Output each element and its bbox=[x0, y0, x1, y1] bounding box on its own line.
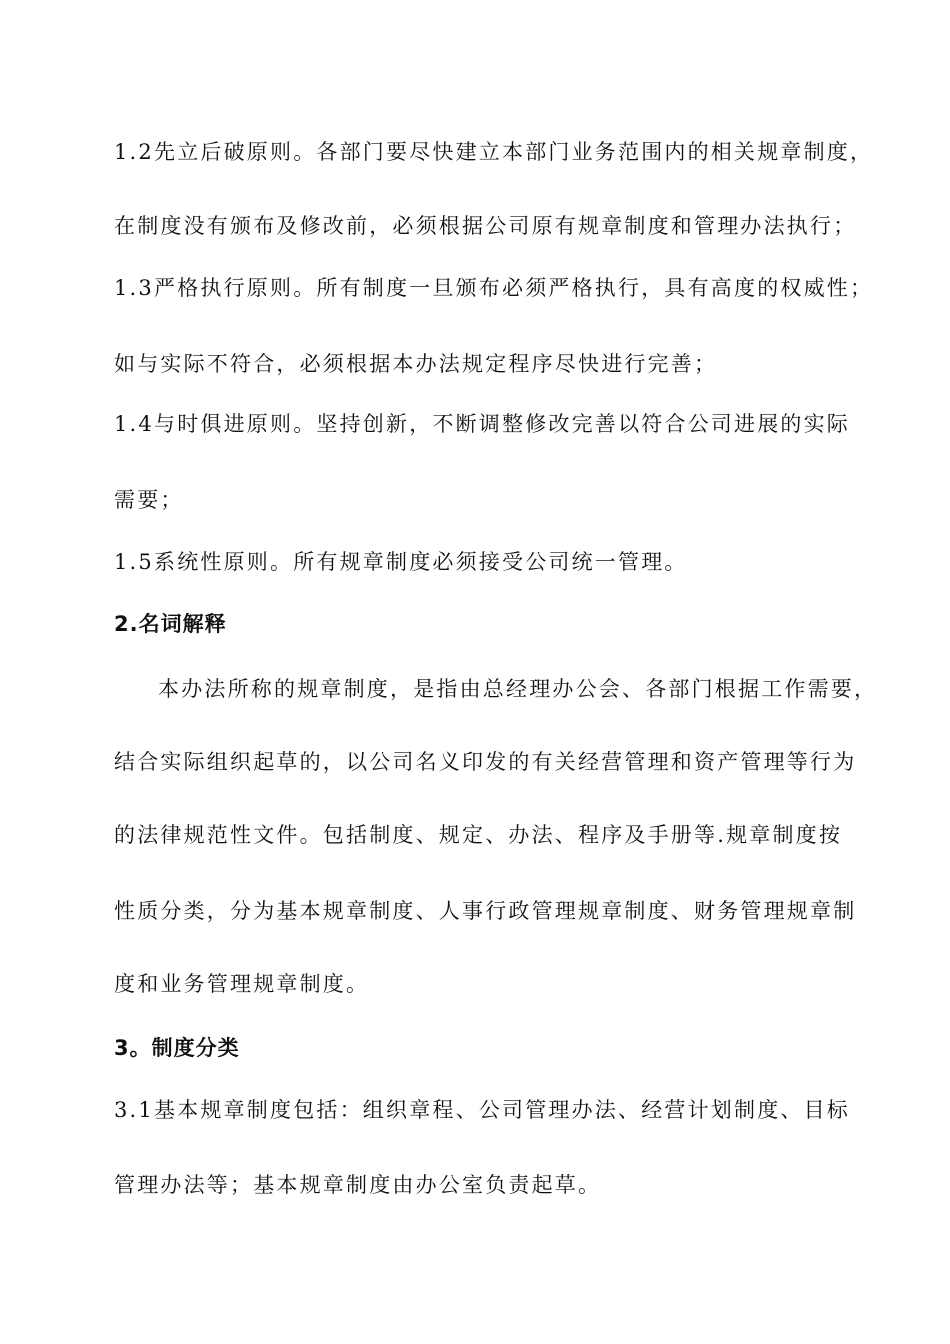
paragraph-line: 如与实际不符合，必须根据本办法规定程序尽快进行完善； bbox=[114, 352, 718, 376]
paragraph-line: 1.3严格执行原则。所有制度一旦颁布必须严格执行，具有高度的权威性； bbox=[114, 276, 874, 300]
paragraph-line: 1.5系统性原则。所有规章制度必须接受公司统一管理。 bbox=[114, 550, 688, 574]
paragraph-line: 管理办法等；基本规章制度由办公室负责起草。 bbox=[114, 1173, 602, 1197]
paragraph-line: 的法律规范性文件。包括制度、规定、办法、程序及手册等.规章制度按 bbox=[114, 823, 843, 847]
section-heading: 3。制度分类 bbox=[114, 1036, 240, 1060]
paragraph-line: 需要； bbox=[114, 488, 184, 512]
paragraph-line: 度和业务管理规章制度。 bbox=[114, 972, 370, 996]
section-heading: 2.名词解释 bbox=[114, 612, 227, 636]
paragraph-line: 1.2先立后破原则。各部门要尽快建立本部门业务范围内的相关规章制度， bbox=[114, 140, 874, 164]
paragraph-line: 结合实际组织起草的，以公司名义印发的有关经营管理和资产管理等行为 bbox=[114, 750, 857, 774]
paragraph-line: 本办法所称的规章制度，是指由总经理办公会、各部门根据工作需要， bbox=[158, 677, 878, 701]
paragraph-line: 性质分类，分为基本规章制度、人事行政管理规章制度、财务管理规章制 bbox=[114, 899, 857, 923]
paragraph-line: 3.1基本规章制度包括：组织章程、公司管理办法、经营计划制度、目标 bbox=[114, 1098, 850, 1122]
paragraph-line: 1.4与时俱进原则。坚持创新，不断调整修改完善以符合公司进展的实际 bbox=[114, 412, 850, 436]
paragraph-line: 在制度没有颁布及修改前，必须根据公司原有规章制度和管理办法执行； bbox=[114, 214, 857, 238]
